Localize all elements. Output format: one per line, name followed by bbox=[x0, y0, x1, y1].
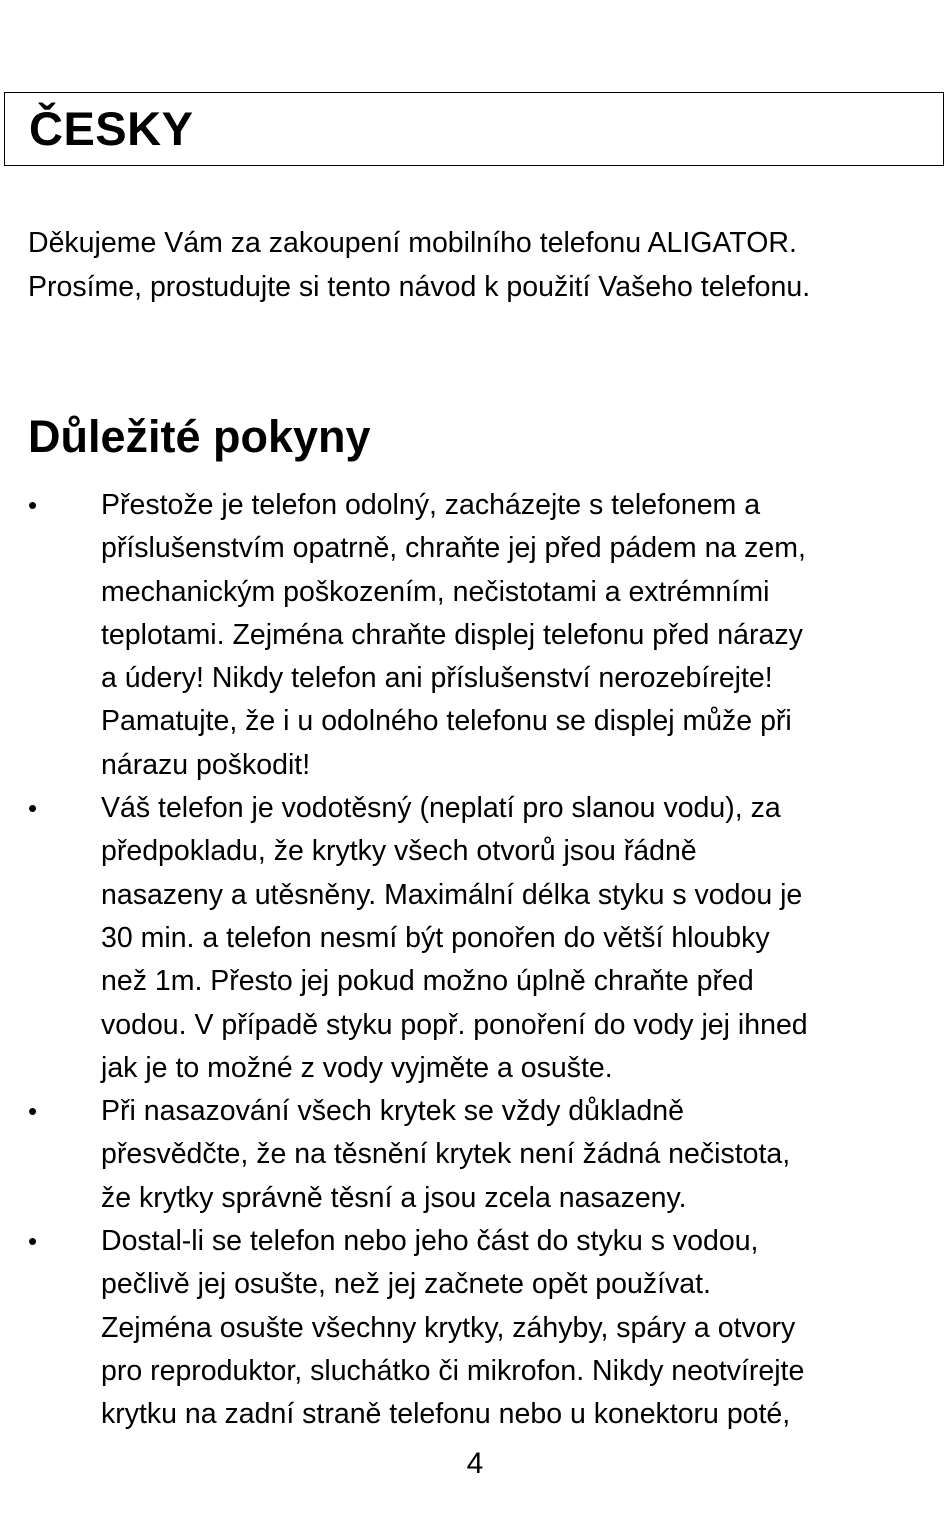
item-line: než 1m. Přesto jej pokud možno úplně chraňte před bbox=[101, 965, 754, 998]
item-line: že krytky správně těsní a jsou zcela nasazeny. bbox=[101, 1181, 687, 1214]
section-heading: Důležité pokyny bbox=[28, 411, 371, 462]
list-item bbox=[28, 1090, 918, 1220]
item-line: pečlivě jej osušte, než jej začnete opět používat. bbox=[101, 1268, 711, 1301]
item-line: mechanickým poškozením, nečistotami a extrémními bbox=[101, 575, 770, 608]
item-line: pro reproduktor, sluchátko či mikrofon. Nikdy neotvírejte bbox=[101, 1354, 805, 1387]
item-line: vodou. V případě styku popř. ponoření do vody jej ihned bbox=[101, 1008, 808, 1041]
bullet-icon: • bbox=[28, 1096, 38, 1127]
item-line: předpokladu, že krytky všech otvorů jsou řádně bbox=[101, 835, 697, 868]
item-line: Dostal-li se telefon nebo jeho část do styku s vodou, bbox=[101, 1225, 759, 1258]
item-line: příslušenstvím opatrně, chraňte jej před pádem na zem, bbox=[101, 532, 806, 565]
item-line: Váš telefon je vodotěsný (neplatí pro slanou vodu), za bbox=[101, 792, 781, 825]
list-item bbox=[28, 787, 918, 1090]
bullet-icon: • bbox=[28, 793, 38, 824]
item-line: Přestože je telefon odolný, zacházejte s telefonem a bbox=[101, 489, 761, 521]
item-line: teplotami. Zejména chraňte displej telefonu před nárazy bbox=[101, 618, 803, 651]
item-line: krytku na zadní straně telefonu nebo u konektoru poté, bbox=[101, 1398, 791, 1431]
item-line: Pamatujte, že i u odolného telefonu se displej může při bbox=[101, 705, 792, 738]
intro-line: Prosíme, prostudujte si tento návod k použití Vašeho telefonu. bbox=[28, 270, 811, 303]
item-line: 30 min. a telefon nesmí být ponořen do větší hloubky bbox=[101, 921, 770, 954]
item-line: jak je to možné z vody vyjměte a osušte. bbox=[101, 1051, 613, 1084]
list-item bbox=[28, 484, 918, 787]
item-line: a údery! Nikdy telefon ani příslušenství nerozebírejte! bbox=[101, 662, 773, 695]
item-line: nárazu poškodit! bbox=[101, 748, 311, 781]
intro-paragraph bbox=[28, 222, 938, 309]
language-heading: ČESKY bbox=[29, 102, 194, 155]
bullet-icon: • bbox=[28, 490, 38, 520]
list-item bbox=[28, 1220, 918, 1436]
item-line: Při nasazování všech krytek se vždy důkladně bbox=[101, 1095, 684, 1128]
item-line: přesvědčte, že na těsnění krytek není žádná nečistota, bbox=[101, 1138, 791, 1171]
item-line: nasazeny a utěsněny. Maximální délka styku s vodou je bbox=[101, 878, 803, 911]
page-number: 4 bbox=[466, 1447, 484, 1480]
language-header-box bbox=[4, 92, 944, 166]
instructions-list bbox=[28, 484, 918, 1437]
item-line: Zejména osušte všechny krytky, záhyby, spáry a otvory bbox=[101, 1311, 796, 1344]
intro-line: Děkujeme Vám za zakoupení mobilního telefonu ALIGATOR. bbox=[28, 227, 797, 259]
bullet-icon: • bbox=[28, 1226, 38, 1257]
